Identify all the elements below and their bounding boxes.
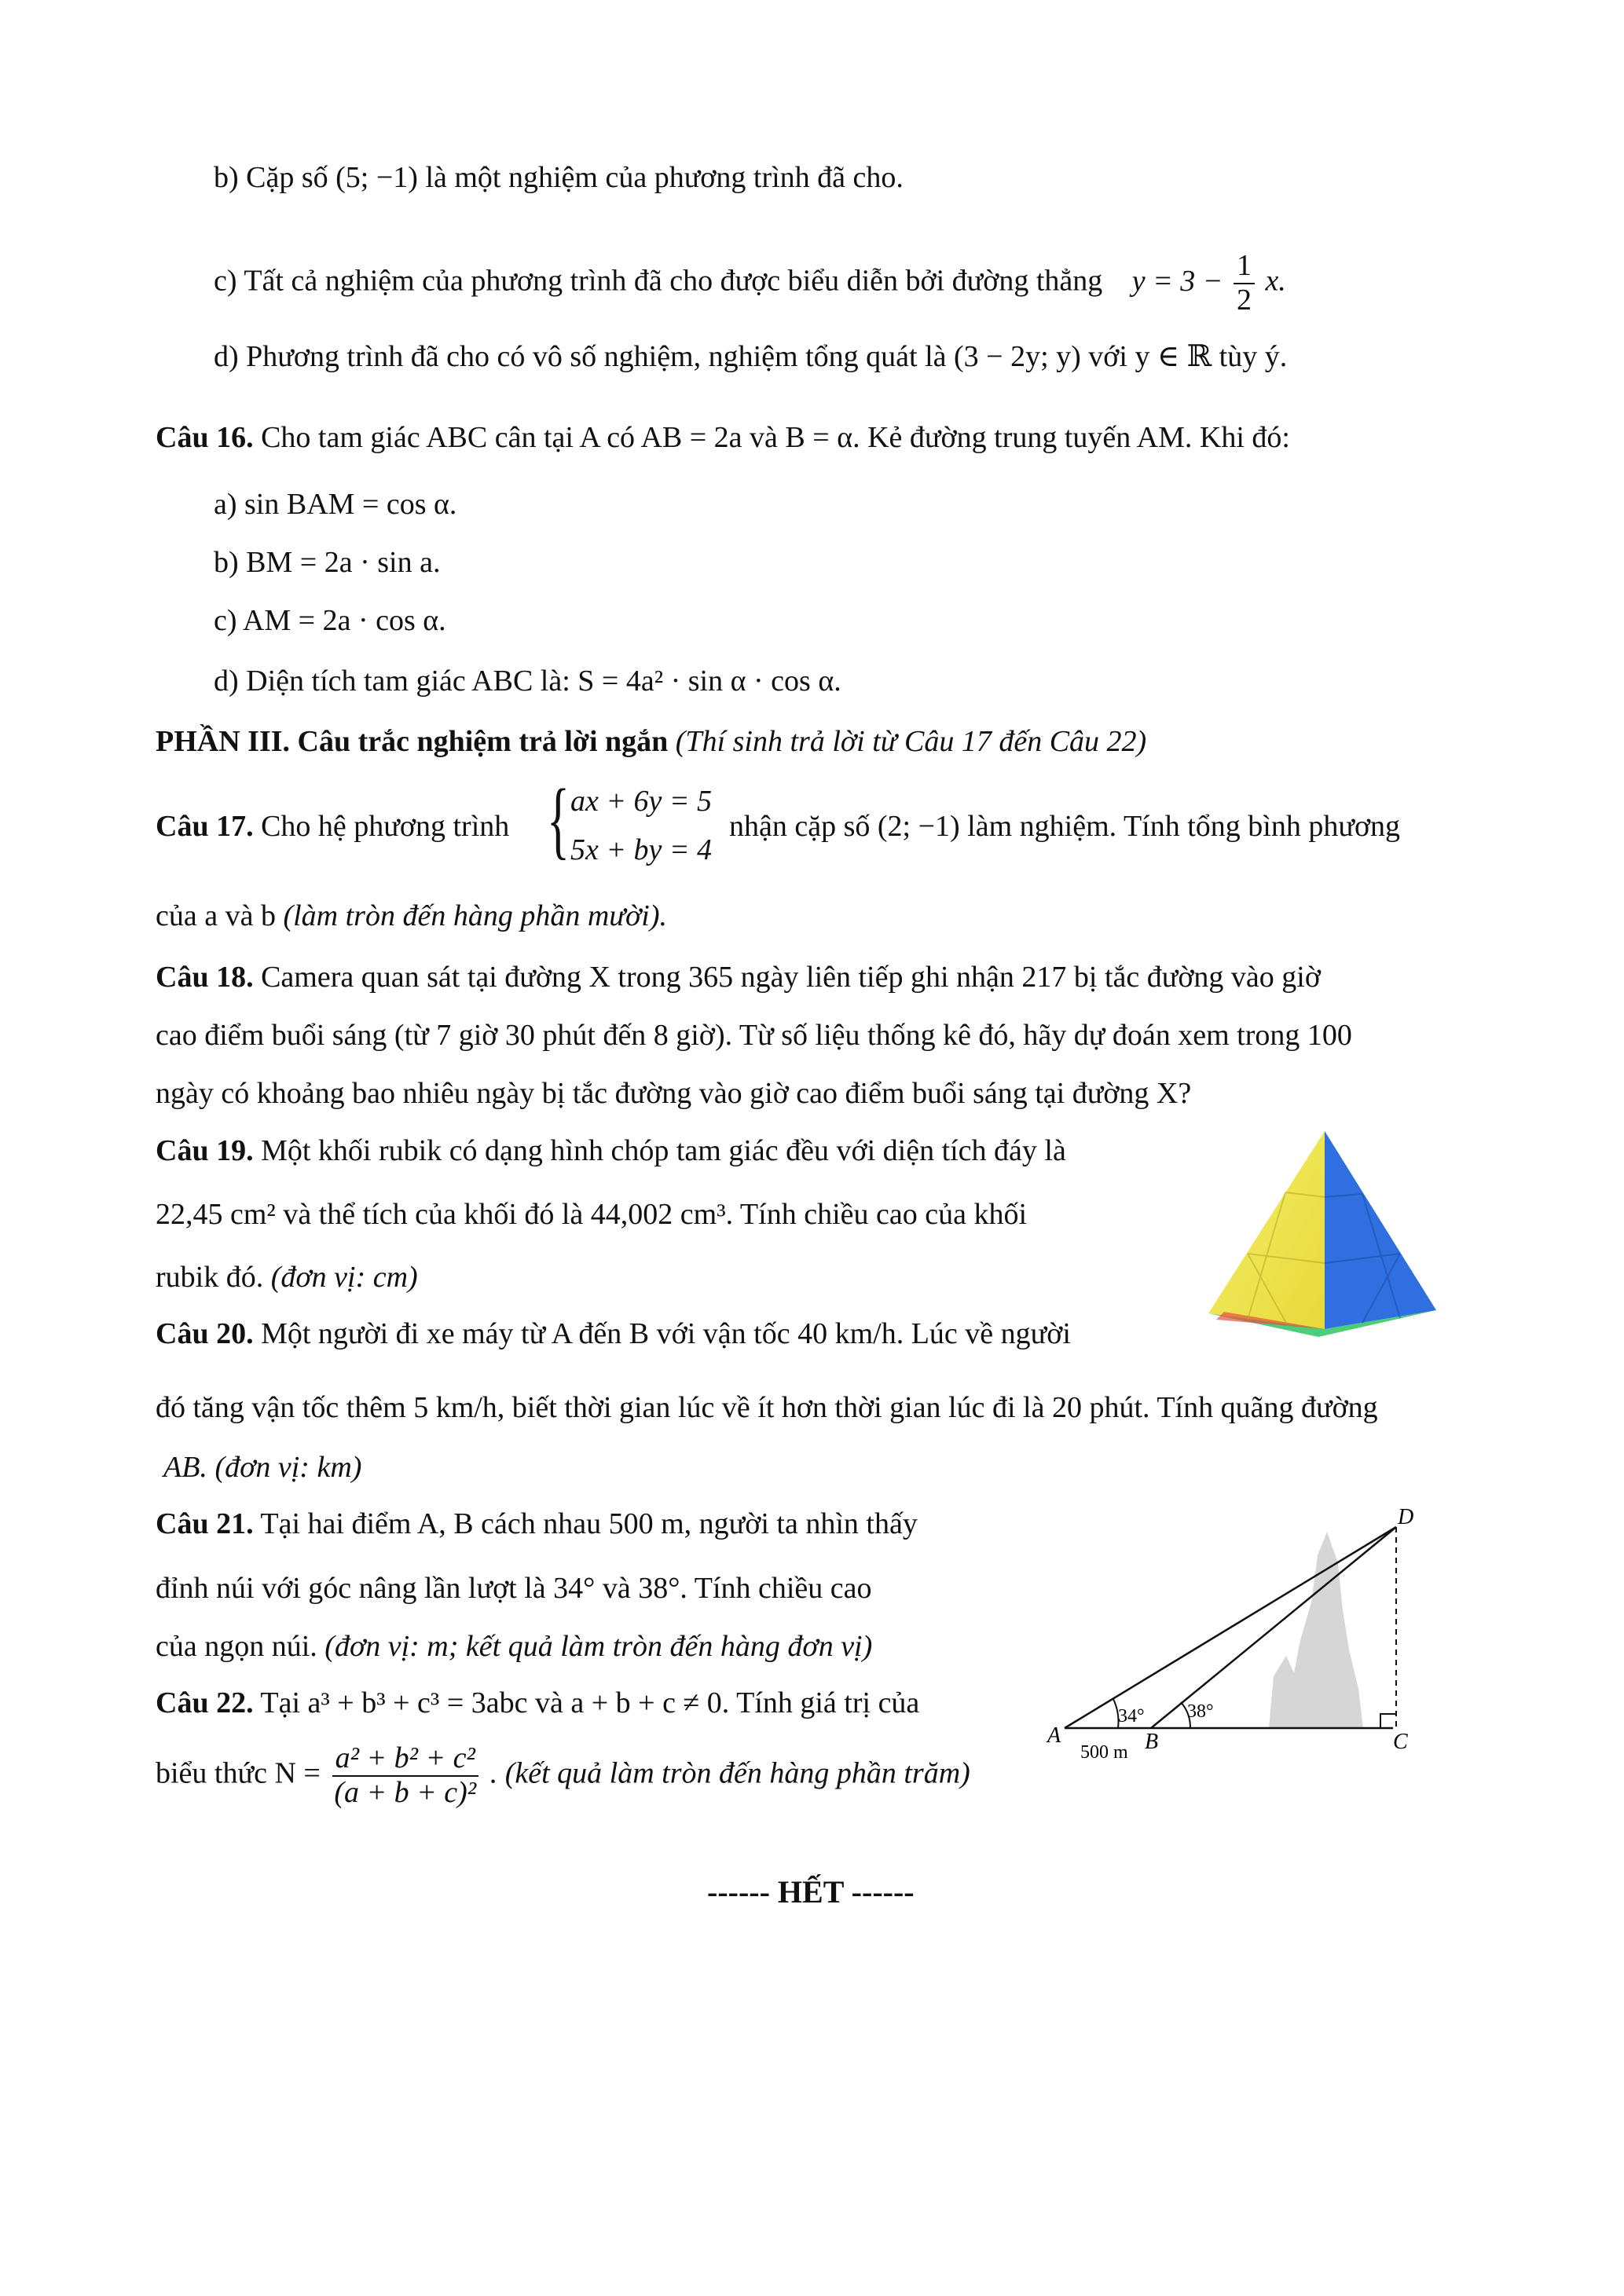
- q19-line2: 22,45 cm² và thể tích của khối đó là 44,002 cm³. Tính chiều cao của khối: [156, 1198, 1028, 1231]
- q18-label: Câu 18.: [156, 961, 254, 994]
- q17-stem: [156, 809, 509, 845]
- q15-option-c-expr-left: y = 3 −: [1131, 264, 1223, 298]
- label-c: C: [1393, 1730, 1408, 1754]
- q19-line3: [156, 1260, 418, 1296]
- q18-line2: cao điểm buổi sáng (từ 7 giờ 30 phút đến 8 giờ). Từ số liệu thống kê đó, hãy dự đoán xem trong 100: [156, 1019, 1352, 1052]
- q15-fraction-numerator: 1: [1234, 250, 1255, 284]
- q20-line3-note: (đơn vị: km): [214, 1451, 362, 1484]
- q20-line3: [163, 1450, 361, 1486]
- q19-label: Câu 19.: [156, 1134, 254, 1167]
- q15-option-d: d) Phương trình đã cho có vô số nghiệm, nghiệm tổng quát là (3 − 2y; y) với y ∈ ℝ tùy ý.: [214, 340, 1288, 373]
- q22-line1: [156, 1686, 919, 1722]
- q21-line3-text: của ngọn núi.: [156, 1630, 317, 1663]
- q20-line2: đó tăng vận tốc thêm 5 km/h, biết thời gian lúc về ít hơn thời gian lúc đi là 20 phút. Tính quãng đường: [156, 1391, 1378, 1424]
- q22-fraction-denominator: (a + b + c)²: [334, 1775, 477, 1809]
- q19-line1-text: Một khối rubik có dạng hình chóp tam giác đều với diện tích đáy là: [261, 1134, 1066, 1167]
- q21-line3: [156, 1629, 872, 1665]
- q22-fraction: [331, 1742, 479, 1810]
- q17-line2: [156, 899, 667, 935]
- part3-heading: [156, 724, 1146, 760]
- q22-label: Câu 22.: [156, 1686, 254, 1719]
- q17-equation-1: ax + 6y = 5: [570, 785, 713, 818]
- q17-system-brace: {: [547, 771, 570, 867]
- q21-label: Câu 21.: [156, 1507, 254, 1540]
- q15-fraction-denominator: 2: [1236, 283, 1252, 317]
- q21-line3-note: (đơn vị: m; kết quả làm tròn đến hàng đơn vị): [324, 1630, 873, 1663]
- q16-stem: [156, 420, 1290, 456]
- q17-line2-note: (làm tròn đến hàng phần mười).: [283, 899, 667, 932]
- q21-line1-text: Tại hai điểm A, B cách nhau 500 m, người ta nhìn thấy: [260, 1507, 918, 1540]
- label-b: B: [1145, 1730, 1159, 1754]
- q19-line3-note: (đơn vị: cm): [270, 1261, 418, 1294]
- q22-line2: [156, 1742, 970, 1810]
- q15-option-c-text: c) Tất cả nghiệm của phương trình đã cho được biểu diễn bởi đường thẳng: [214, 264, 1103, 298]
- q16-label: Câu 16.: [156, 421, 254, 454]
- q17-equation-2: 5x + by = 4: [570, 833, 713, 866]
- q22-line2-note: . (kết quả làm tròn đến hàng phần trăm): [489, 1756, 970, 1790]
- q16-option-c: c) AM = 2a · cos α.: [214, 604, 446, 637]
- q22-line2-prefix: biểu thức N =: [156, 1756, 321, 1790]
- q15-option-b: b) Cặp số (5; −1) là một nghiệm của phương trình đã cho.: [214, 161, 904, 194]
- angle-38-label: 38°: [1187, 1701, 1214, 1722]
- q17-line2-text: của a và b: [156, 899, 276, 932]
- mountain-shape: [1269, 1532, 1363, 1728]
- q15-fraction: [1234, 250, 1255, 317]
- q19-line1: [156, 1133, 1066, 1170]
- part3-note: (Thí sinh trả lời từ Câu 17 đến Câu 22): [675, 725, 1147, 758]
- q20-line1: [156, 1316, 1071, 1353]
- q19-line3-text: rubik đó.: [156, 1261, 264, 1294]
- q16-option-d: d) Diện tích tam giác ABC là: S = 4a² · sin α · cos α.: [214, 665, 841, 698]
- q16-option-b: b) BM = 2a · sin a.: [214, 546, 441, 579]
- label-a: A: [1047, 1723, 1061, 1748]
- q17-prefix: Cho hệ phương trình: [261, 810, 510, 843]
- q18-line1-text: Camera quan sát tại đường X trong 365 ngày liên tiếp ghi nhận 217 bị tắc đường vào giờ: [261, 961, 1321, 994]
- end-marker: ------ HẾT ------: [707, 1874, 915, 1910]
- q17-suffix: nhận cặp số (2; −1) làm nghiệm. Tính tổng bình phương: [729, 810, 1401, 843]
- q18-line3: ngày có khoảng bao nhiêu ngày bị tắc đường vào giờ cao điểm buổi sáng tại đường X?: [156, 1077, 1192, 1110]
- q20-line3-text: AB.: [163, 1451, 207, 1484]
- q22-fraction-numerator: a² + b² + c²: [332, 1742, 478, 1777]
- angle-34-label: 34°: [1118, 1706, 1145, 1727]
- part3-title: PHẦN III. Câu trắc nghiệm trả lời ngắn: [156, 725, 669, 758]
- q20-line1-text: Một người đi xe máy từ A đến B với vận tốc 40 km/h. Lúc về người: [261, 1317, 1071, 1350]
- mountain-figure: [1041, 1505, 1414, 1775]
- q15-option-c: [214, 250, 1286, 317]
- q15-option-c-expr-right: x.: [1265, 264, 1286, 298]
- q20-label: Câu 20.: [156, 1317, 254, 1350]
- q16-option-a: a) sin BAM = cos α.: [214, 488, 457, 521]
- q16-text: Cho tam giác ABC cân tại A có AB = 2a và B = α. Kẻ đường trung tuyến AM. Khi đó:: [261, 421, 1290, 454]
- label-d: D: [1398, 1505, 1414, 1529]
- q18-line1: [156, 960, 1321, 996]
- q17-label: Câu 17.: [156, 810, 254, 843]
- distance-label: 500 m: [1080, 1742, 1128, 1763]
- right-angle-mark: [1380, 1714, 1396, 1728]
- rubik-pyramid-image: [1201, 1123, 1444, 1343]
- q21-line1: [156, 1507, 918, 1543]
- q21-line2: đỉnh núi với góc nâng lần lượt là 34° và 38°. Tính chiều cao: [156, 1572, 872, 1605]
- q22-line1-text: Tại a³ + b³ + c³ = 3abc và a + b + c ≠ 0. Tính giá trị của: [260, 1686, 920, 1719]
